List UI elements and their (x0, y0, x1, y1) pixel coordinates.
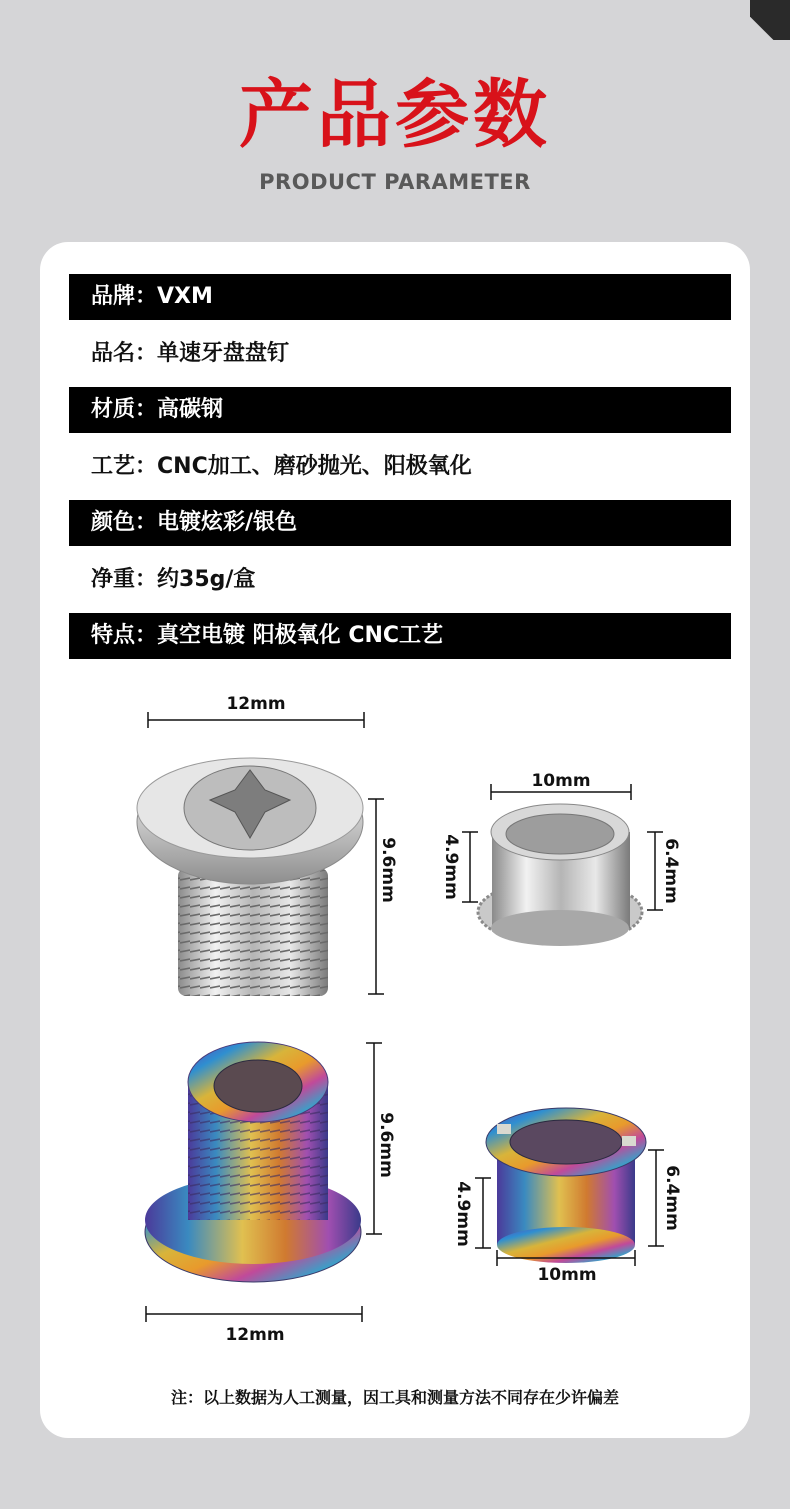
spec-value: VXM (157, 284, 213, 309)
rainbow-bolt-width-dimension (146, 1306, 362, 1345)
dimension-label: 10mm (537, 1265, 597, 1285)
spec-label: 品名： (91, 341, 158, 366)
spec-value: CNC加工、磨砂抛光、阳极氧化 (157, 454, 472, 479)
dimension-label: 6.4mm (662, 1165, 682, 1231)
silver-nut-height-dimension (647, 832, 681, 910)
silver-bolt (137, 758, 363, 996)
dimension-label: 6.4mm (661, 838, 681, 904)
dimension-label: 12mm (226, 694, 286, 714)
dimension-label: 12mm (225, 1325, 285, 1345)
spec-label: 颜色： (91, 510, 158, 535)
spec-value: 电镀炫彩/银色 (157, 510, 298, 535)
silver-nut (478, 804, 642, 946)
rainbow-bolt-height-dimension (366, 1043, 396, 1234)
rainbow-nut (486, 1108, 646, 1263)
measurement-note: 注：以上数据为人工测量，因工具和测量方法不同存在少许偏差 (170, 1388, 619, 1407)
rainbow-nut-height-dimension (648, 1150, 682, 1246)
spec-label: 工艺： (91, 454, 158, 479)
dimension-label: 9.6mm (376, 1112, 396, 1178)
dimension-label: 4.9mm (453, 1181, 473, 1247)
spec-label: 净重： (91, 567, 158, 592)
spec-value: 真空电镀 阳极氧化 CNC工艺 (157, 623, 444, 648)
silver-nut-width-dimension (491, 771, 631, 800)
page-subtitle: PRODUCT PARAMETER (259, 170, 531, 194)
page-title: 产品参数 (239, 72, 551, 158)
spec-value: 高碳钢 (157, 397, 224, 422)
spec-label: 特点： (91, 623, 158, 648)
silver-bolt-width-dimension (148, 694, 364, 728)
dimension-label: 10mm (531, 771, 591, 791)
spec-value: 单速牙盘盘钉 (157, 341, 290, 366)
spec-label: 材质： (91, 397, 158, 422)
dimension-label: 4.9mm (441, 834, 461, 900)
spec-label: 品牌： (91, 284, 158, 309)
silver-bolt-height-dimension (368, 799, 398, 994)
rainbow-bolt (145, 1042, 361, 1282)
silver-nut-inner-height-dimension (441, 832, 478, 902)
spec-value: 约35g/盒 (157, 567, 256, 592)
rainbow-nut-inner-height-dimension (453, 1178, 491, 1248)
dimension-label: 9.6mm (378, 837, 398, 903)
